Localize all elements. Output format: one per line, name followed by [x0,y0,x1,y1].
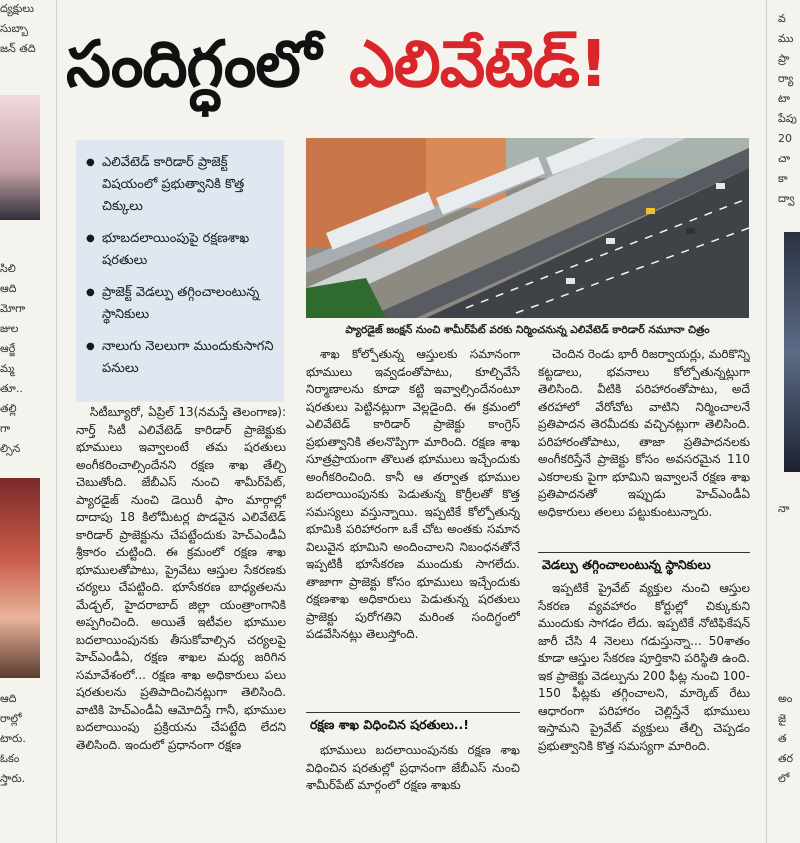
right-photo [784,232,800,472]
headline [66,28,756,133]
paragraph: భూములు బదలాయింపునకు రక్షణ శాఖ విధించిన షరతుల్లో ప్రధానంగా జేబీఎస్ నుంచి శామీర్‌పేట్ మార్గంలో రక్షణ శాఖకు [306,743,520,792]
paragraph: ఇప్పటికే ప్రైవేట్ వ్యక్తుల నుంచి ఆస్తుల సేకరణ వ్యవహారం కోర్టుల్లో చిక్కుకుని ముందుకు సాగడం లేదు. ఇప్పటికే నోటిఫికేషన్ జారీ చేసి 4 నెలలు గడుస్తున్నా... 50శాతం కూడా ఆస్తుల సేకరణ పూర్తికాని పరిస్థితి ఉంది. ఇక ప్రాజెక్టు వెడల్పును 200 ఫీట్ల నుంచి 100-150 ఫీట్లకు తగ్గించాలని, మార్కెట్ రేటు ఆధారంగా పరిహారం చెల్లిస్తేనే భూములు ఇస్తామని ప్రైవేట్ వ్యక్తులు తేల్చి చెప్పడం ప్రభుత్వానికి కొత్త సమస్యగా మారింది. [538,581,750,753]
fragment: తూ.. [0,382,23,395]
fragment: గా [0,422,11,435]
fragment: అం [778,692,793,705]
fragment: 20 [778,132,792,145]
fragment: పేపు [778,112,797,125]
section-rule [306,712,520,713]
corridor-photo [306,138,749,318]
highlight-item: ● ప్రాజెక్ట్ వెడల్పు తగ్గించాలంటున్న స్థానికులు [76,282,284,326]
fragment: జై [778,712,787,725]
highlights-box [76,140,284,402]
fragment: మ్మ [0,362,15,375]
fragment: ద్యక్షులు [0,2,34,15]
fragment: ర్యా [778,72,794,85]
column-divider [56,0,57,843]
fragment: తల్లి [0,402,17,415]
fragment: కా [778,172,788,185]
left-photo-bottom [0,478,40,678]
highlight-item: ● ఎలివేటెడ్ కారిడార్ ప్రాజెక్ట్ విషయంలో ప్రభుత్వానికి కొత్త చిక్కులు [76,152,284,218]
fragment: ము [778,32,794,45]
fragment: ఆది [0,282,17,295]
fragment: ద్వా [778,192,795,205]
article-column-3 [538,346,750,546]
corridor-photo-illustration [306,138,749,318]
fragment: ల్సిన [0,442,21,455]
fragment: మోగా [0,302,26,315]
fragment: తర [778,752,794,765]
headline-part-1: సందిగ్ధంలో [66,28,321,102]
fragment: లో [778,772,790,785]
paragraph: సిటీబ్యూరో, ఏప్రిల్ 13(నమస్తే తెలంగాణ): నార్త్ సిటీ ఎలివేటెడ్ కారిడార్ ప్రాజెక్టుకు భూములు ఇవ్వాలంటే తమ షరతులు అంగీకరించాల్సిందేనని రక్షణ శాఖ తేల్చి చెబుతోంది. జేబీఎస్ నుంచి శామీర్‌పేట్, ప్యారడైజ్ నుంచి డెయిరీ ఫాం మార్గాల్లో దాదాపు 18 కిలోమీటర్ల పొడవైన ఎలివేటెడ్ కారిడార్ ప్రాజెక్టును చేపట్టేందుకు హెచ్ఎండీఏ శ్రీకారం చుట్టింది. ఈ క్రమంలో రక్షణ శాఖ భూములతోపాటు, ప్రైవేటు ఆస్తుల సేకరణకు చర్యలు చేపట్టింది. భూసేకరణ బాధ్యతలను మేడ్చల్, హైదరాబాద్ జిల్లా యంత్రాంగానికి అప్పగించింది. అయితే ఇటీవల భూముల బదలాయింపునకు తీసుకోవాల్సిన చర్యలపై హెచ్ఎండీఏ, రక్షణ శాఖల మధ్య జరిగిన సమావేశంలో... రక్షణ శాఖ అధికారులు పలు షరతులను ప్రతిపాదించినట్లుగా తెలిసింది. వాటికి హెచ్ఎండీఏ ఆమోదిస్తే గానీ, భూముల బదలాయింపు ప్రక్రియను చేపట్టేది లేదని తెలిసింది. ఇందులో ప్రధానంగా రక్షణ [76,405,286,752]
fragment: జన్ తది [0,42,36,55]
headline-part-2: ఎలివేటెడ్! [349,28,608,102]
fragment: చా [778,152,791,165]
subhead-defence-conditions: రక్షణ శాఖ విధించిన షరతులు..! [310,717,469,732]
fragment: సిలి [0,262,16,275]
fragment: టా [778,92,791,105]
photo-caption: ప్యారడైజ్ జంక్షన్ నుంచి శామీర్‌పేట్ వరకు నిర్మించనున్న ఎలివేటెడ్ కారిడార్ నమూనా చిత్రం [345,324,710,336]
fragment: రాల్లో [0,712,22,725]
fragment: ఆది [0,692,17,705]
fragment: ఓకం [0,752,20,765]
article-column-2b [306,742,520,804]
left-photo-top [0,95,40,220]
fragment: నా [778,502,790,515]
article-column-3b [538,580,750,804]
paragraph: చెందిన రెండు భారీ రిజర్వాయర్లు, మరికొన్ని కట్టడాలు, భవనాలు కోల్పోతున్నట్లుగా తెలిసింది. వీటికి పరిహారంతోపాటు, అదే తరహాలో వేరోచోట వాటిని నిర్మించాలనే ప్రతిపాదన తెరమీదకు వచ్చినట్లుగా తెలిసింది. పరిహారంతోపాటు, తాజా ప్రతిపాదనలకు అంగీకరిస్తేనే ప్రాజెక్టు కోసం అవసరమైన 110 ఎకరాలకు పైగా భూమిని ఇవ్వాలనే రక్షణ శాఖ ప్రతిపాదనతో ఇప్పుడు హెచ్ఎండీఏ అధికారులు తలలు పట్టుకుంటున్నారు. [538,347,750,519]
article-column-2 [306,346,520,711]
section-rule [538,552,750,553]
subhead-locals-demand: వెడల్పు తగ్గించాలంటున్న స్థానికులు [542,557,711,572]
fragment: ప్రా [778,52,790,65]
fragment: వ [778,12,786,25]
paragraph: శాఖ కోల్పోతున్న ఆస్తులకు సమానంగా భూములు ఇవ్వడంతోపాటు, కూల్చివేసే నిర్మాణాలను కూడా కట్టి ఇవ్వాల్సిందేనంటూ షరతులు పెట్టినట్లుగా వెల్లడైంది. ఈ క్రమంలో ఎలివేటెడ్ కారిడార్ ప్రాజెక్టు కాంగ్రెస్ ప్రభుత్వానికి తలనొప్పిగా మారింది. రక్షణ శాఖ సూత్రప్రాయంగా తొలుత భూములు ఇచ్చేందుకు అంగీకరించింది. కానీ ఆ తర్వాత భూముల బదలాయింపునకు పెడుతున్న కొర్రీలతో కొత్త సమస్యలు వస్తున్నాయి. ఇప్పటికే కోల్పోతున్న భూమికి పరిహారంగా ఒకే చోట అంతకు సమాన విలువైన భూమిని అందించాలని నిబంధనతోనే ఇప్పటికీ భూసేకరణ ముందుకు సాగలేదు. తాజాగా ప్రాజెక్టు కోసం భూములు ఇచ్చేందుకు రక్షణశాఖ అధికారులు పెడుతున్న షరతులు ప్రాజెక్టు పురోగతిని మరింత సందిగ్ధంలో పడవేసినట్లు తెలుస్తోంది. [306,347,520,641]
highlight-item: ● నాలుగు నెలలుగా ముందుకుసాగని పనులు [76,336,284,380]
article-column-1 [76,404,286,804]
fragment: జుల [0,322,19,335]
column-divider [766,0,767,843]
fragment: ఆర్జే [0,342,16,355]
highlight-item: ● భూబదలాయింపుపై రక్షణశాఖ షరతులు [76,228,284,272]
fragment: త [778,732,787,745]
fragment: సుబ్బా [0,22,29,35]
fragment: టారు. [0,732,26,745]
fragment: స్తారు. [0,772,26,785]
